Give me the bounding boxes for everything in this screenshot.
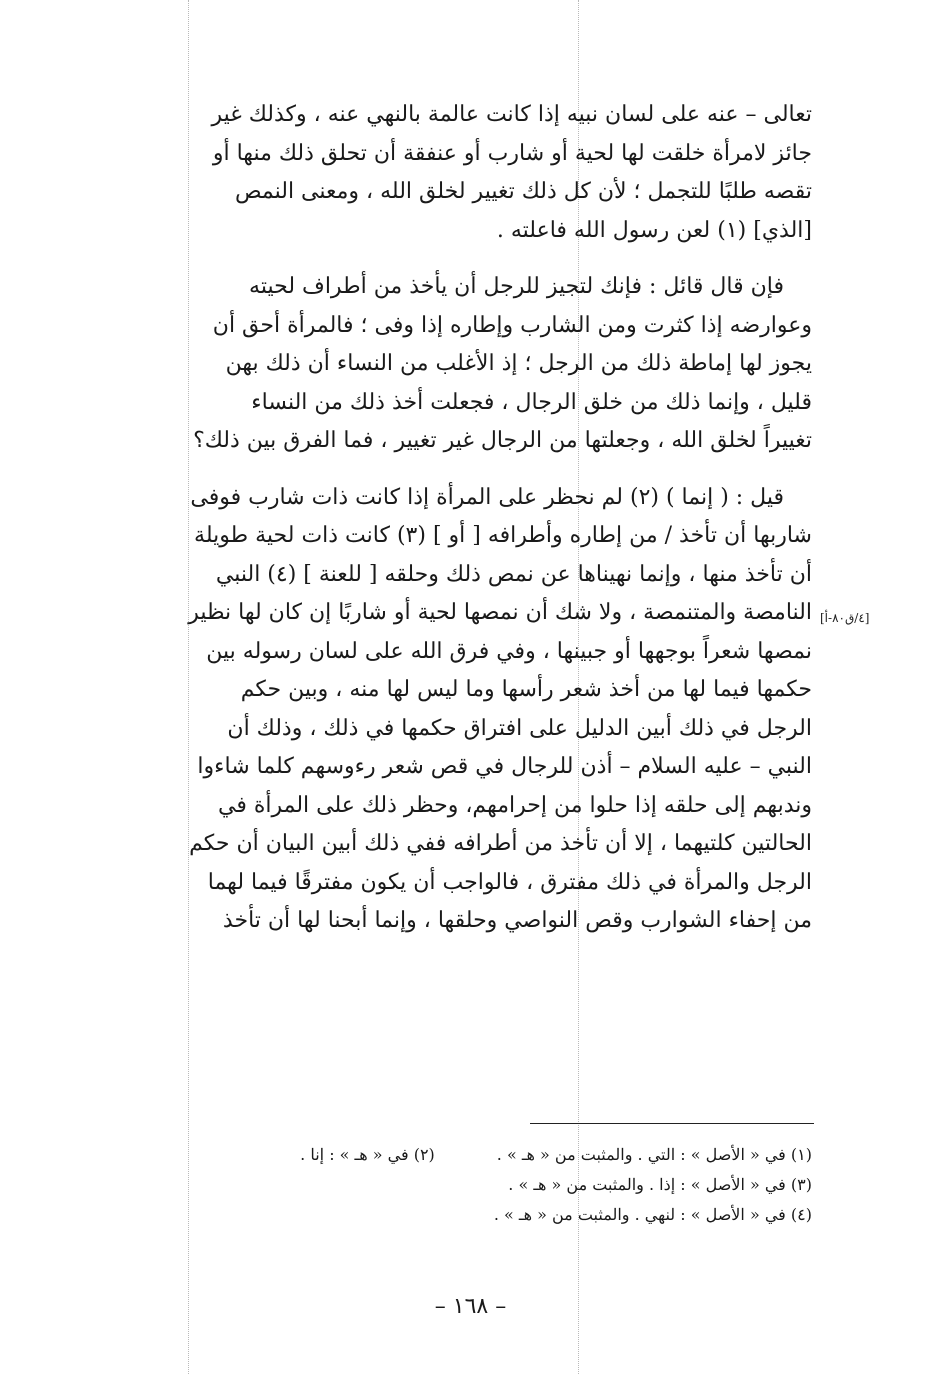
footnote-divider xyxy=(530,1123,814,1124)
paragraph-1 xyxy=(118,96,812,250)
text-line: النامصة والمتنمصة ، ولا شك أن نمصها لحية أو شاربًا إن كان لها نظير xyxy=(188,600,812,625)
footnote-row xyxy=(118,1140,812,1170)
text-line: أن تأخذ منها ، وإنما نهيناها عن نمص ذلك وحلقه [ للعنة ] (٤) النبي xyxy=(215,561,812,587)
text-line: [الذي] (١) لعن رسول الله فاعلته . xyxy=(496,217,812,243)
page-number: – ١٦٨ – xyxy=(434,1294,507,1319)
text-line: يجوز لها إماطة ذلك من الرجل ؛ إذ الأغلب من النساء أن ذلك بهن xyxy=(225,351,812,376)
text-line: وعوارضه إذا كثرت ومن الشارب وإطاره إذا وفى ؛ فالمرأة أحق أن xyxy=(212,312,812,338)
text-line: قيل : ( إنما ) (٢) لم نحظر على المرأة إذا كانت ذات شارب فوفى xyxy=(190,484,784,510)
manuscript-folio-marker: [٤/ق٨٠-أ] xyxy=(820,611,870,625)
footnote-4: (٤) في « الأصل » : لنهي . والمثبت من « هـ » . xyxy=(493,1205,812,1224)
text-line: حكمها فيما لها من أخذ شعر رأسها وما ليس لها منه ، وبين حكم xyxy=(240,677,812,702)
footnote-row xyxy=(118,1200,812,1230)
text-line: نمصها شعراً بوجهها أو جبينها ، وفي فرق الله على لسان رسوله بين xyxy=(206,638,812,664)
footnote-1: (١) في « الأصل » : التي . والمثبت من « هـ » . xyxy=(496,1145,812,1164)
paragraph-3 xyxy=(118,479,812,941)
paragraph-2 xyxy=(118,268,812,461)
text-line: جائز لامرأة خلقت لها لحية أو شارب أو عنفقة أن تحلق ذلك منها أو xyxy=(212,140,812,166)
text-line: فإن قال قائل : فإنك لتجيز للرجل أن يأخذ من أطراف لحيته xyxy=(249,274,784,299)
text-line: قليل ، وإنما ذلك من خلق الرجال ، فجعلت أخذ ذلك من النساء xyxy=(251,389,812,415)
text-line: وندبهم إلى حلقه إذا حلوا من إحرامهم، وحظر ذلك على المرأة في xyxy=(218,792,812,818)
text-line: تقصه طلبًا للتجمل ؛ لأن كل ذلك تغيير لخلق الله ، ومعنى النمص xyxy=(234,179,812,204)
text-line: تعالى – عنه على لسان نبيه إذا كانت عالمة بالنهي عنه ، وكذلك غير xyxy=(211,102,812,127)
footnotes xyxy=(118,1140,812,1230)
footnote-3: (٣) في « الأصل » : إذا . والمثبت من « هـ » . xyxy=(508,1175,812,1194)
footnote-row xyxy=(118,1170,812,1200)
footnote-2: (٢) في « هـ » : إنا . xyxy=(300,1145,435,1164)
text-line: الرجل في ذلك أبين الدليل على افتراق حكمها في ذلك ، وذلك أن xyxy=(227,715,812,741)
text-line: شاربها أن تأخذ / من إطاره وأطرافه [ أو ] (٣) كانت ذات لحية طويلة xyxy=(194,523,812,548)
text-line: من إحفاء الشوارب وقص النواصي وحلقها ، وإنما أبحنا لها أن تأخذ xyxy=(222,908,812,933)
text-line: الرجل والمرأة في ذلك مفترق ، فالواجب أن يكون مفترقًا فيما لهما xyxy=(207,869,812,895)
main-text xyxy=(118,96,812,941)
text-line: الحالتين كلتيهما ، إلا أن تأخذ من أطرافه ففي ذلك أبين البيان أن حكم xyxy=(189,831,812,856)
text-line: النبي – عليه السلام – أذن للرجال في قص شعر رءوسهم كلما شاءوا xyxy=(197,754,812,779)
text-line: تغييراً لخلق الله ، وجعلتها من الرجال غير تغيير ، فما الفرق بين ذلك؟ xyxy=(193,428,812,453)
